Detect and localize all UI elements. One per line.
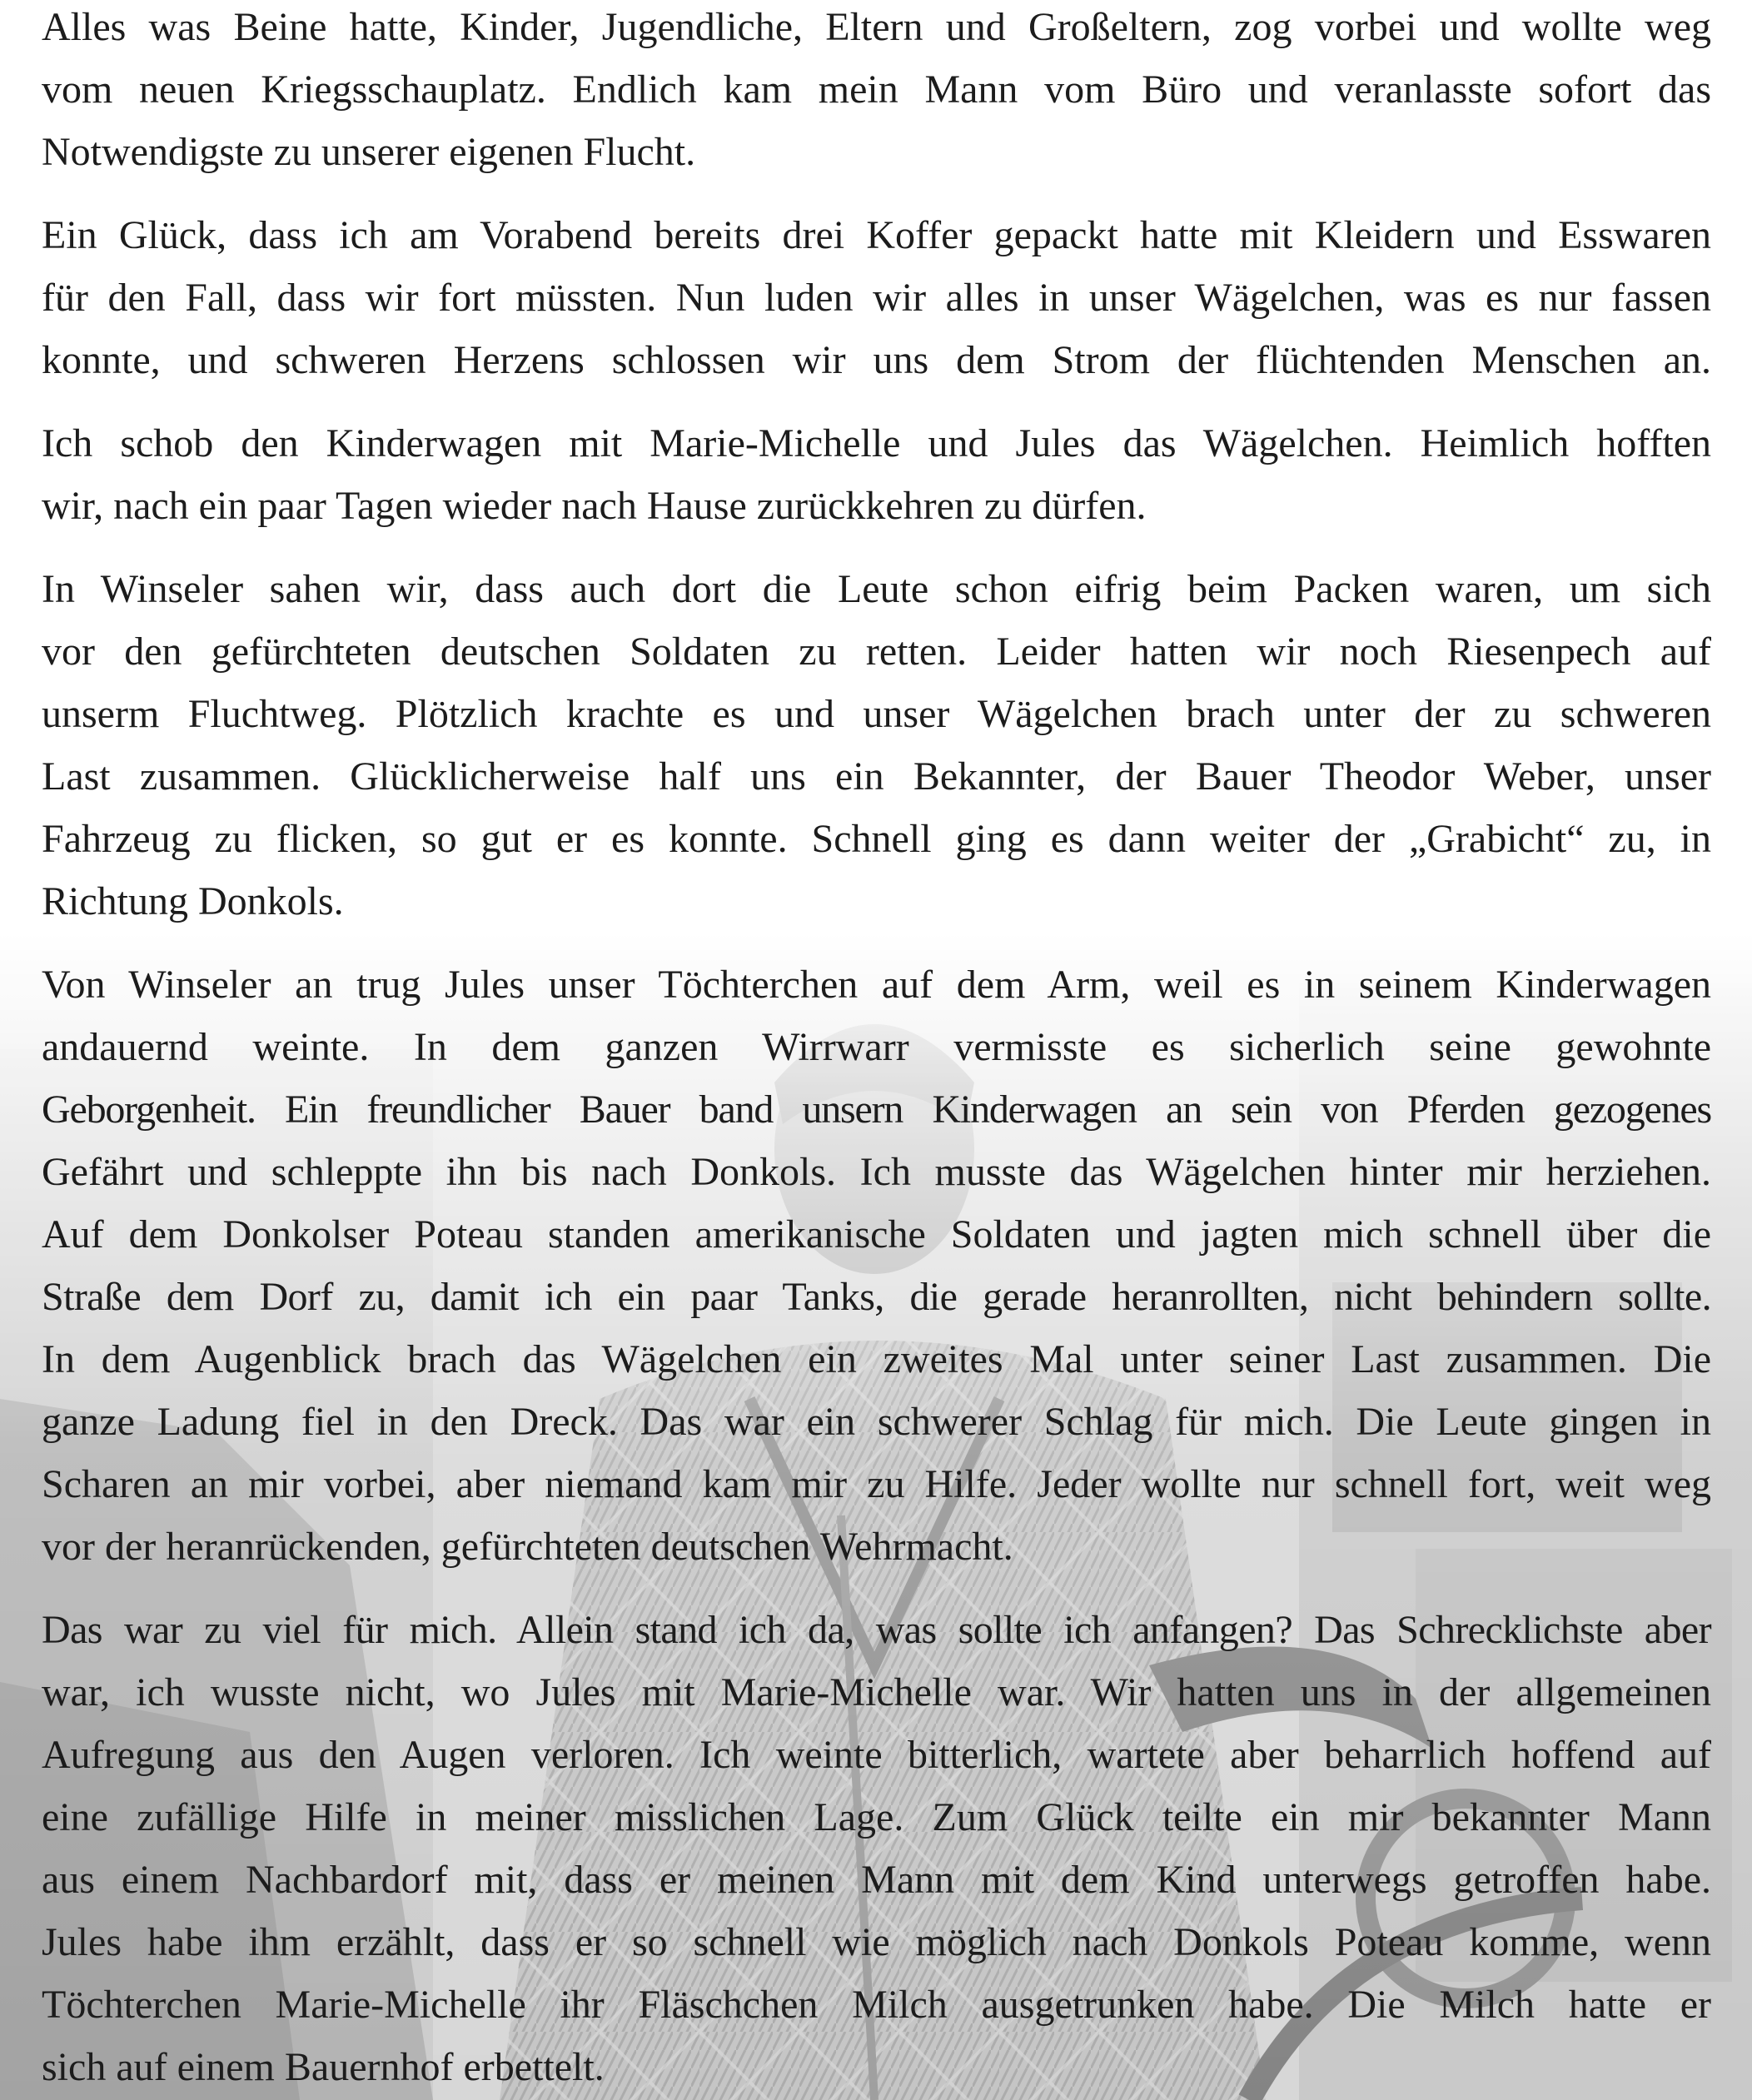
text-line: aus einem Nachbardorf mit, dass er meinen Mann mit dem Kind unterwegs getroffen habe. xyxy=(42,1858,1711,1902)
text-line: war, ich wusste nicht, wo Jules mit Marie-Michelle war. Wir hatten uns in der allgemeinen xyxy=(42,1670,1711,1714)
text-line: vor den gefürchteten deutschen Soldaten zu retten. Leider hatten wir noch Riesenpech auf xyxy=(42,630,1711,674)
paragraph-4 xyxy=(42,558,1711,933)
text-line: Töchterchen Marie-Michelle ihr Fläschchen Milch ausgetrunken habe. Die Milch hatte er xyxy=(42,1983,1711,2027)
text-line: Aufregung aus den Augen verloren. Ich weinte bitterlich, wartete aber beharrlich hoffend auf xyxy=(42,1733,1711,1777)
text-line: Das war zu viel für mich. Allein stand ich da, was sollte ich anfangen? Das Schrecklichste aber xyxy=(42,1608,1711,1652)
text-line: vom neuen Kriegsschauplatz. Endlich kam mein Mann vom Büro und veranlasste sofort das xyxy=(42,67,1711,112)
paragraph-6 xyxy=(42,1599,1711,2098)
text-line: eine zufällige Hilfe in meiner misslichen Lage. Zum Glück teilte ein mir bekannter Mann xyxy=(42,1795,1711,1839)
paragraph-3 xyxy=(42,412,1711,537)
text-line: wir, nach ein paar Tagen wieder nach Hause zurückkehren zu dürfen. xyxy=(42,484,1147,528)
text-line: Straße dem Dorf zu, damit ich ein paar Tanks, die gerade heranrollten, nicht behindern sollte. xyxy=(42,1275,1711,1319)
text-line: Alles was Beine hatte, Kinder, Jugendliche, Eltern und Großeltern, zog vorbei und wollte weg xyxy=(42,5,1711,49)
text-line: Last zusammen. Glücklicherweise half uns ein Bekannter, der Bauer Theodor Weber, unser xyxy=(42,754,1711,799)
text-line: In Winseler sahen wir, dass auch dort die Leute schon eifrig beim Packen waren, um sich xyxy=(42,567,1711,611)
text-line: Notwendigste zu unserer eigenen Flucht. xyxy=(42,130,696,174)
document-text xyxy=(42,0,1711,2100)
text-line: Fahrzeug zu flicken, so gut er es konnte. Schnell ging es dann weiter der „Grabicht“ zu, in xyxy=(42,817,1711,861)
paragraph-1 xyxy=(42,0,1711,183)
text-line: Jules habe ihm erzählt, dass er so schnell wie möglich nach Donkols Poteau komme, wenn xyxy=(42,1920,1711,1964)
text-line: Ein Glück, dass ich am Vorabend bereits drei Koffer gepackt hatte mit Kleidern und Esswaren xyxy=(42,213,1711,257)
text-line: Ich schob den Kinderwagen mit Marie-Michelle und Jules das Wägelchen. Heimlich hofften xyxy=(42,421,1711,465)
text-line: In dem Augenblick brach das Wägelchen ein zweites Mal unter seiner Last zusammen. Die xyxy=(42,1337,1711,1381)
text-line: Richtung Donkols. xyxy=(42,879,344,923)
text-line: für den Fall, dass wir fort müssten. Nun luden wir alles in unser Wägelchen, was es nur fassen xyxy=(42,276,1711,320)
text-line: konnte, und schweren Herzens schlossen wir uns dem Strom der flüchtenden Menschen an. xyxy=(42,338,1711,382)
paragraph-5 xyxy=(42,953,1711,1578)
text-line: vor der heranrückenden, gefürchteten deutschen Wehrmacht. xyxy=(42,1525,1013,1569)
text-line: andauernd weinte. In dem ganzen Wirrwarr vermisste es sicherlich seine gewohnte xyxy=(42,1025,1711,1069)
text-line: unserm Fluchtweg. Plötzlich krachte es und unser Wägelchen brach unter der zu schweren xyxy=(42,692,1711,736)
text-line: Scharen an mir vorbei, aber niemand kam mir zu Hilfe. Jeder wollte nur schnell fort, weit weg xyxy=(42,1462,1711,1506)
text-line: Geborgenheit. Ein freundlicher Bauer band unsern Kinderwagen an sein von Pferden gezogenes xyxy=(42,1087,1711,1132)
text-line: ganze Ladung fiel in den Dreck. Das war ein schwerer Schlag für mich. Die Leute gingen in xyxy=(42,1400,1711,1444)
text-line: sich auf einem Bauernhof erbettelt. xyxy=(42,2045,605,2089)
text-line: Gefährt und schleppte ihn bis nach Donkols. Ich musste das Wägelchen hinter mir herziehen. xyxy=(42,1150,1711,1194)
text-line: Von Winseler an trug Jules unser Töchterchen auf dem Arm, weil es in seinem Kinderwagen xyxy=(42,963,1711,1007)
text-line: Auf dem Donkolser Poteau standen amerikanische Soldaten und jagten mich schnell über die xyxy=(42,1212,1711,1257)
paragraph-2 xyxy=(42,204,1711,391)
